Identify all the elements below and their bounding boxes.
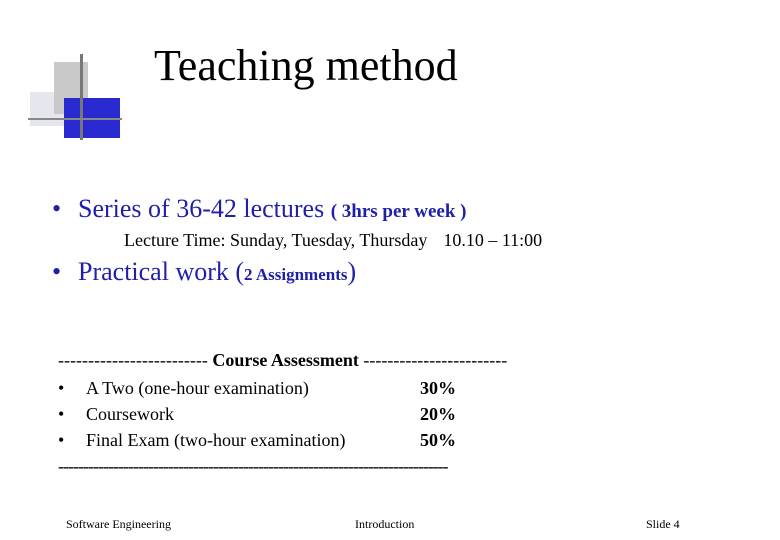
decorative-horizontal-line bbox=[28, 118, 122, 120]
slide-title: Teaching method bbox=[154, 41, 458, 90]
footer-section: Introduction bbox=[355, 517, 415, 531]
bullet-lectures-text: Series of 36-42 lectures bbox=[78, 194, 331, 223]
bullet-practical-assignments: 2 Assignments bbox=[244, 265, 348, 284]
bullet-lectures bbox=[52, 194, 467, 224]
course-assessment bbox=[58, 346, 507, 480]
bullet-dot-icon: • bbox=[58, 430, 65, 450]
assessment-percent: 30% bbox=[420, 378, 456, 398]
bullet-dot-icon: • bbox=[58, 404, 65, 424]
bullet-dot-icon: • bbox=[52, 194, 62, 223]
assessment-item: A Two (one-hour examination) bbox=[86, 378, 309, 398]
lecture-time bbox=[124, 230, 542, 251]
assessment-row bbox=[58, 400, 507, 426]
assessment-dashes-right: ------------------------ bbox=[358, 350, 508, 370]
assessment-header bbox=[58, 346, 507, 374]
assessment-item: Final Exam (two-hour examination) bbox=[86, 430, 346, 450]
decorative-vertical-line bbox=[80, 54, 83, 140]
bullet-practical-work bbox=[52, 257, 356, 287]
bullet-practical-text: Practical work ( bbox=[78, 257, 245, 286]
bullet-practical-close: ) bbox=[347, 257, 357, 286]
assessment-percent: 20% bbox=[420, 404, 456, 424]
bullet-dot-icon: • bbox=[52, 257, 62, 286]
assessment-percent: 50% bbox=[420, 430, 456, 450]
assessment-row bbox=[58, 374, 507, 400]
footer-slide-number: Slide 4 bbox=[646, 517, 680, 531]
lecture-time-value: 10.10 – 11:00 bbox=[443, 230, 543, 250]
bullet-dot-icon: • bbox=[58, 378, 65, 398]
lecture-time-label: Lecture Time: Sunday, Tuesday, Thursday bbox=[124, 230, 428, 250]
footer-course-name: Software Engineering bbox=[66, 517, 171, 531]
bullet-lectures-hours: ( 3hrs per week ) bbox=[330, 201, 467, 222]
assessment-item: Coursework bbox=[86, 404, 174, 424]
assessment-row bbox=[58, 426, 507, 452]
assessment-dashes-left: ------------------------- bbox=[58, 350, 213, 370]
assessment-heading: Course Assessment bbox=[212, 350, 359, 370]
assessment-closing-dashes: ------------------------------------------------------------------------------ bbox=[58, 456, 448, 476]
